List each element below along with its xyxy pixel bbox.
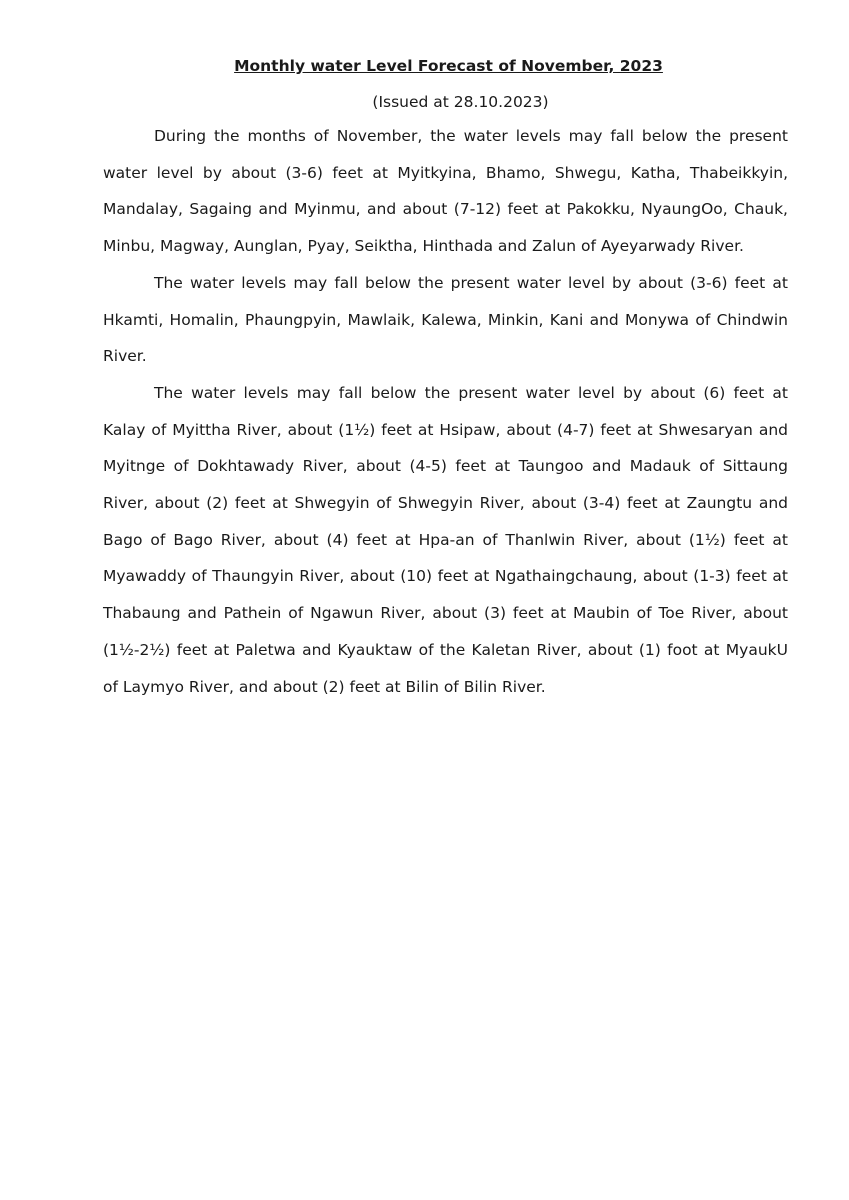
paragraph-ayeyarwady: During the months of November, the water levels may fall below the present water level by about (3-6) feet at Myitkyina, Bhamo, Shwegu, Katha, Thabeikkyin, Mandalay, Sagaing and Myinmu, and about (7-12) feet at Pakokku, NyaungOo, Chauk, Minbu, Magway, Aunglan, Pyay, Seiktha, Hinthada and Zalun of Ayeyarwady River.: [103, 127, 788, 256]
document-page: [103, 52, 788, 705]
document-title: Monthly water Level Forecast of November, 2023: [234, 57, 663, 75]
paragraph-other-rivers: The water levels may fall below the present water level by about (6) feet at Kalay of Myittha River, about (1½) feet at Hsipaw, about (4-7) feet at Shwesaryan and Myitnge of Dokhtawady River, about (4-5) feet at Taungoo and Madauk of Sittaung River, about (2) feet at Shwegyin of Shwegyin River, about (3-4) feet at Zaungtu and Bago of Bago River, about (4) feet at Hpa-an of Thanlwin River, about (1½) feet at Myawaddy of Thaungyin River, about (10) feet at Ngathaingchaung, about (1-3) feet at Thabaung and Pathein of Ngawun River, about (3) feet at Maubin of Toe River, about (1½-2½) feet at Paletwa and Kyauktaw of the Kaletan River, about (1) foot at MyaukU of Laymyo River, and about (2) feet at Bilin of Bilin River.: [103, 383, 788, 696]
paragraph-chindwin: The water levels may fall below the present water level by about (3-6) feet at Hkamti, Homalin, Phaungpyin, Mawlaik, Kalewa, Minkin, Kani and Monywa of Chindwin River.: [103, 273, 788, 366]
issued-date: (Issued at 28.10.2023): [372, 93, 549, 111]
